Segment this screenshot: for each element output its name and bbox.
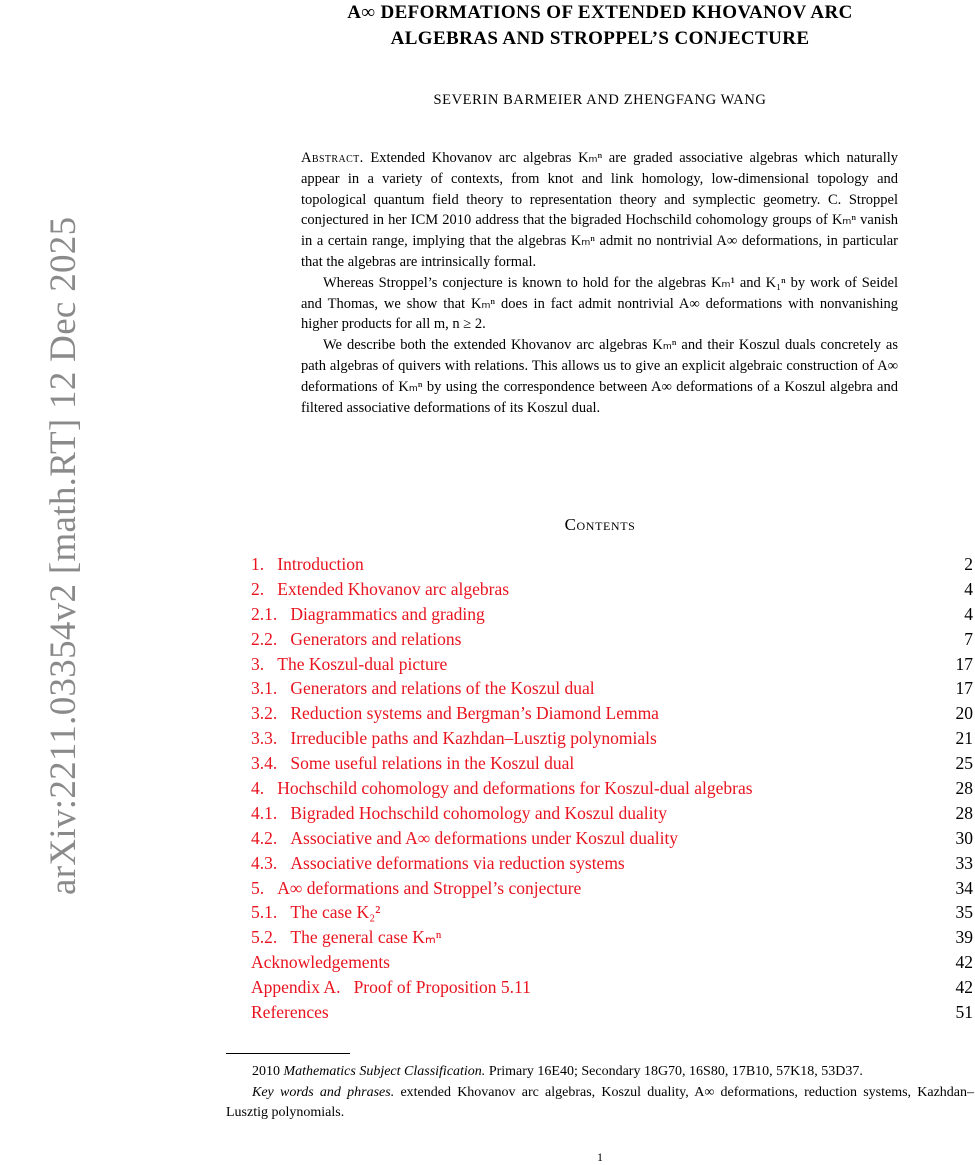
toc-page: 51 [955, 1002, 973, 1023]
toc-number: 3.2. [251, 703, 278, 724]
toc-row [251, 751, 973, 776]
toc-number: 3.1. [251, 678, 278, 699]
toc-page: 34 [955, 877, 973, 898]
toc-number: 3.4. [251, 753, 278, 774]
toc-title: Diagrammatics and grading [290, 603, 485, 624]
toc-link[interactable] [251, 776, 753, 801]
toc-title: Generators and relations of the Koszul dual [290, 678, 595, 699]
paper-title [225, 0, 975, 52]
toc-page: 35 [955, 902, 973, 923]
toc-number: 2.2. [251, 628, 278, 649]
toc-title: Associative and A∞ deformations under Koszul duality [290, 827, 679, 848]
toc-number: 4.3. [251, 852, 278, 873]
footnote-rule [226, 1053, 350, 1054]
toc-title: Associative deformations via reduction systems [290, 852, 625, 873]
toc-link[interactable] [251, 577, 509, 602]
toc-link[interactable] [251, 950, 390, 975]
toc-title: The case K₂² [290, 902, 381, 923]
toc-number: 1. [251, 554, 265, 574]
toc-page: 28 [955, 778, 973, 799]
toc-title: Proof of Proposition 5.11 [353, 977, 531, 998]
abstract-paragraph-1 [301, 148, 898, 273]
toc-page: 2 [964, 554, 973, 574]
toc-number: 3.3. [251, 728, 278, 749]
authors: SEVERIN BARMEIER AND ZHENGFANG WANG [433, 92, 767, 108]
toc-number: 3. [251, 653, 265, 674]
toc-page: 28 [955, 802, 973, 823]
toc-link[interactable] [251, 751, 574, 776]
toc-page: 7 [964, 628, 973, 649]
title-line-1: A∞ DEFORMATIONS OF EXTENDED KHOVANOV ARC [347, 2, 853, 23]
toc-title: Irreducible paths and Kazhdan–Lusztig polynomials [290, 728, 657, 749]
abstract [301, 148, 898, 418]
keywords-text: extended Khovanov arc algebras, Koszul duality, A∞ deformations, reduction systems, Kazhdan–Lusztig polynomials. [226, 1084, 975, 1120]
toc-number: Appendix A. [251, 977, 341, 998]
toc-page: 25 [955, 753, 973, 774]
toc-number: 4.1. [251, 802, 278, 823]
toc-link[interactable] [251, 676, 595, 701]
toc-link[interactable] [251, 900, 380, 925]
toc-page: 21 [955, 728, 973, 749]
toc-link[interactable] [251, 876, 581, 901]
abstract-paragraph-2: Whereas Stroppel’s conjecture is known to hold for the algebras Kₘ¹ and K₁ⁿ by work of Seidel and Thomas, we show that Kₘⁿ does in fact admit nontrivial A∞ deformations with nonvanishing higher products for all m, n ≥ 2. [301, 274, 898, 333]
toc-row [251, 826, 973, 851]
toc-title: References [251, 1002, 329, 1023]
toc-row [251, 975, 973, 1000]
toc-row [251, 900, 973, 925]
toc-title: Reduction systems and Bergman’s Diamond Lemma [290, 703, 659, 724]
toc-page: 17 [955, 653, 973, 674]
toc-row [251, 701, 973, 726]
toc-number: 4.2. [251, 827, 278, 848]
abstract-text-1: Extended Khovanov arc algebras Kₘⁿ are graded associative algebras which naturally appear in a variety of contexts, from knot and link homology, low-dimensional topology and topological quantum field theory to representation theory and symplectic geometry. C. Stroppel conjectured in her ICM 2010 address that the bigraded Hochschild cohomology groups of Kₘⁿ vanish in a certain range, implying that the algebras Kₘⁿ admit no nontrivial A∞ deformations, in particular that the algebras are intrinsically formal. [301, 150, 898, 270]
toc-link[interactable] [251, 726, 657, 751]
toc-title: Extended Khovanov arc algebras [277, 578, 510, 599]
toc-title: Hochschild cohomology and deformations for Koszul-dual algebras [277, 778, 753, 799]
toc-number: 2. [251, 578, 265, 599]
toc-page: 39 [955, 927, 973, 948]
toc-row [251, 801, 973, 826]
toc-title: The general case Kₘⁿ [290, 927, 442, 948]
toc-title: A∞ deformations and Stroppel’s conjecture [277, 877, 582, 898]
toc-page: 30 [955, 827, 973, 848]
toc-row [251, 776, 973, 801]
abstract-heading: Abstract. [301, 150, 364, 166]
toc-row [251, 552, 973, 577]
toc-page: 20 [955, 703, 973, 724]
toc-title: Some useful relations in the Koszul dual [290, 753, 575, 774]
toc-link[interactable] [251, 975, 531, 1000]
toc-link[interactable] [251, 851, 625, 876]
toc-link[interactable] [251, 1000, 329, 1025]
toc-link[interactable] [251, 701, 659, 726]
msc-label: Mathematics Subject Classification. [283, 1064, 486, 1079]
toc-row [251, 726, 973, 751]
keywords-label: Key words and phrases. [252, 1084, 395, 1100]
toc-link[interactable] [251, 801, 667, 826]
toc-link[interactable] [251, 602, 485, 627]
toc-row [251, 950, 973, 975]
toc-number: 5.1. [251, 902, 278, 923]
toc-row [251, 925, 973, 950]
toc-title: Bigraded Hochschild cohomology and Koszul duality [290, 802, 668, 823]
abstract-paragraph-3: We describe both the extended Khovanov arc algebras Kₘⁿ and their Koszul duals concretely as path algebras of quivers with relations. This allows us to give an explicit algebraic construction of A∞ deformations of Kₘⁿ by using the correspondence between A∞ deformations of a Koszul algebra and filtered associative deformations of its Koszul dual. [301, 337, 898, 416]
msc-year: 2010 [252, 1064, 280, 1079]
toc-row [251, 577, 973, 602]
msc-footnote [226, 1062, 974, 1083]
toc-link[interactable] [251, 826, 678, 851]
toc-row [251, 627, 973, 652]
table-of-contents [251, 552, 973, 1025]
toc-row [251, 602, 973, 627]
toc-page: 17 [955, 678, 973, 699]
keywords-footnote [226, 1083, 974, 1124]
toc-link[interactable] [251, 925, 441, 950]
arxiv-side-stamp [0, 0, 84, 1165]
contents-heading: Contents [564, 515, 636, 534]
toc-number: 2.1. [251, 603, 278, 624]
footnotes [226, 1062, 974, 1124]
toc-title: Generators and relations [290, 628, 462, 649]
toc-title: The Koszul-dual picture [277, 653, 448, 674]
toc-title: Acknowledgements [251, 952, 390, 973]
toc-row [251, 876, 973, 901]
title-line-2: ALGEBRAS AND STROPPEL’S CONJECTURE [390, 28, 810, 49]
toc-page: 42 [955, 977, 973, 998]
toc-number: 5. [251, 877, 265, 898]
toc-link[interactable] [251, 652, 447, 677]
toc-number: 4. [251, 778, 265, 799]
toc-row [251, 652, 973, 677]
toc-page: 42 [955, 952, 973, 973]
toc-link[interactable] [251, 627, 461, 652]
toc-page: 4 [964, 578, 973, 599]
page-number: 1 [597, 1150, 603, 1164]
toc-number: 5.2. [251, 927, 278, 948]
arxiv-identifier: arXiv:2211.03354v2 [math.RT] 12 Dec 2025 [43, 216, 84, 895]
toc-row [251, 851, 973, 876]
toc-page: 33 [955, 852, 973, 873]
toc-page: 4 [964, 603, 973, 624]
msc-text: Primary 16E40; Secondary 18G70, 16S80, 17B10, 57K18, 53D37. [488, 1064, 863, 1079]
toc-link[interactable] [251, 552, 364, 577]
toc-title: Introduction [277, 554, 364, 574]
toc-row [251, 676, 973, 701]
toc-row [251, 1000, 973, 1025]
